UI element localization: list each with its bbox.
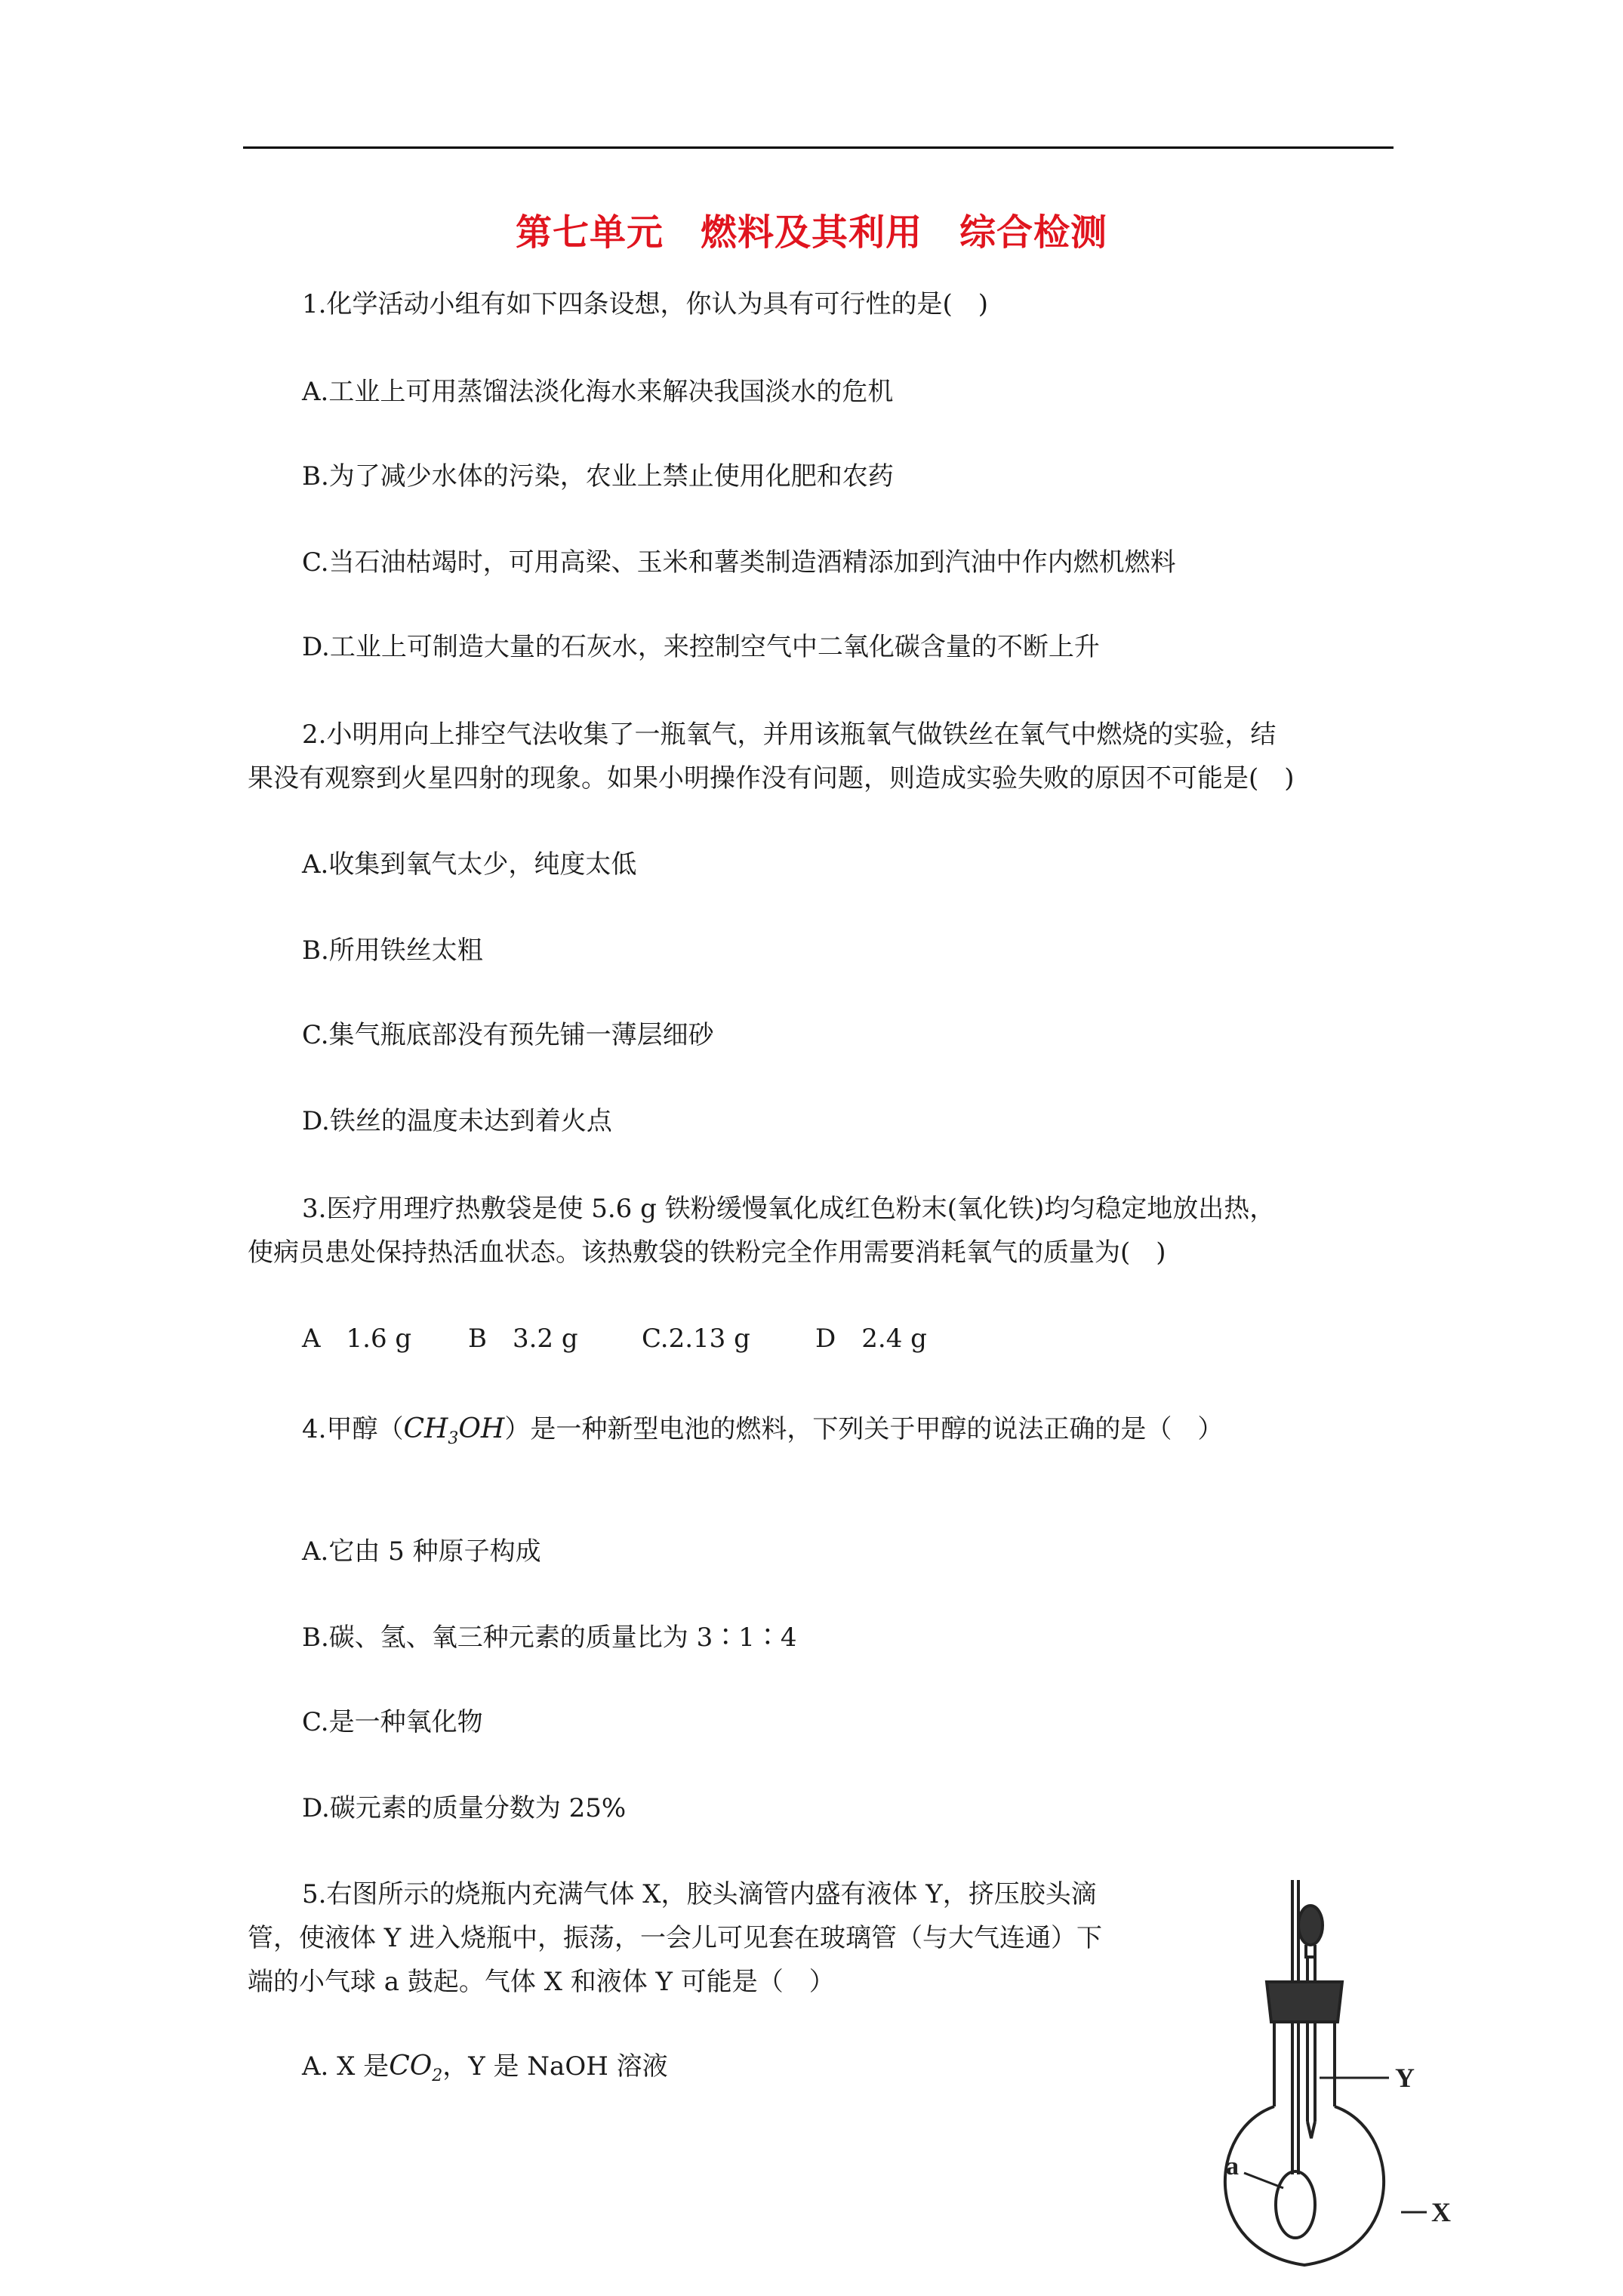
q4-stem [302, 1412, 1223, 1456]
q4-formula-main: CH [403, 1413, 448, 1444]
q3-option-d: D 2.4 g [815, 1324, 927, 1354]
page-title: 第七单元 燃料及其利用 综合检测 [515, 211, 1107, 254]
label-y: Y [1395, 2063, 1415, 2093]
stopper [1267, 1982, 1342, 2022]
q5-formula-sub: 2 [432, 2066, 443, 2086]
q3-option-c: C.2.13 g [642, 1324, 750, 1354]
q5-option-a-before: A. X 是 [302, 2051, 390, 2082]
q3-option-b: B 3.2 g [468, 1324, 578, 1354]
q5-formula-main: CO [389, 2051, 433, 2082]
dropper-bulb [1298, 1906, 1323, 1945]
q2-option-b: B.所用铁丝太粗 [302, 935, 483, 966]
q1-option-d: D.工业上可制造大量的石灰水，来控制空气中二氧化碳含量的不断上升 [302, 632, 1100, 662]
balloon-a [1276, 2171, 1315, 2238]
q4-formula-tail: OH [458, 1413, 505, 1444]
dropper-neck [1306, 1945, 1315, 1957]
label-a: a [1226, 2153, 1239, 2180]
q5-stem-line2: 管，使液体 Y 进入烧瓶中，振荡，一会儿可见套在玻璃管（与大气连通）下 [248, 1923, 1103, 1953]
q5-formula [389, 2051, 443, 2086]
flask-body [1225, 2106, 1384, 2265]
flask-figure [1178, 1857, 1480, 2280]
q4-stem-after: ）是一种新型电池的燃料，下列关于甲醇的说法正确的是（ ） [504, 1414, 1224, 1444]
q3-stem-line2: 使病员患处保持热活血状态。该热敷袋的铁粉完全作用需要消耗氧气的质量为( ) [248, 1237, 1166, 1268]
leader-a [1244, 2173, 1283, 2188]
q4-option-b: B.碳、氢、氧三种元素的质量比为 3∶1∶4 [302, 1623, 797, 1653]
q5-option-a-after: ，Y 是 NaOH 溶液 [442, 2051, 668, 2082]
q1-option-a: A.工业上可用蒸馏法淡化海水来解决我国淡水的危机 [302, 377, 894, 407]
q4-option-a: A.它由 5 种原子构成 [302, 1536, 541, 1567]
q3-options [302, 1321, 927, 1356]
q1-option-b: B.为了减少水体的污染，农业上禁止使用化肥和农药 [302, 461, 894, 492]
q2-option-a: A.收集到氧气太少，纯度太低 [302, 849, 637, 880]
q4-stem-before: 4.甲醇（ [302, 1414, 404, 1444]
q4-formula [403, 1413, 505, 1449]
q3-stem-line1: 3.医疗用理疗热敷袋是使 5.6 g 铁粉缓慢氧化成红色粉末(氧化铁)均匀稳定地放出热， [302, 1194, 1276, 1224]
q3-option-a: A 1.6 g [302, 1324, 412, 1354]
q2-stem-line2: 果没有观察到火星四射的现象。如果小明操作没有问题，则造成实验失败的原因不可能是( ) [248, 763, 1295, 794]
q4-option-c: C.是一种氧化物 [302, 1707, 483, 1737]
q4-formula-sub: 3 [448, 1429, 459, 1449]
q5-stem-line3: 端的小气球 a 鼓起。气体 X 和液体 Y 可能是（ ） [248, 1967, 835, 1997]
q2-stem-line1: 2.小明用向上排空气法收集了一瓶氧气，并用该瓶氧气做铁丝在氧气中燃烧的实验，结 [302, 720, 1277, 750]
q5-stem-line1: 5.右图所示的烧瓶内充满气体 X，胶头滴管内盛有液体 Y，挤压胶头滴 [302, 1879, 1097, 1909]
q4-option-d: D.碳元素的质量分数为 25% [302, 1793, 627, 1823]
label-x: X [1431, 2197, 1451, 2227]
q5-option-a [302, 2049, 668, 2094]
q1-stem: 1.化学活动小组有如下四条设想，你认为具有可行性的是( ) [302, 289, 988, 319]
q2-option-d: D.铁丝的温度未达到着火点 [302, 1106, 612, 1136]
header-rule [243, 146, 1394, 149]
dropper-tip [1307, 2122, 1315, 2138]
q2-option-c: C.集气瓶底部没有预先铺一薄层细砂 [302, 1020, 714, 1050]
q1-option-c: C.当石油枯竭时，可用高梁、玉米和薯类制造酒精添加到汽油中作内燃机燃料 [302, 547, 1176, 578]
